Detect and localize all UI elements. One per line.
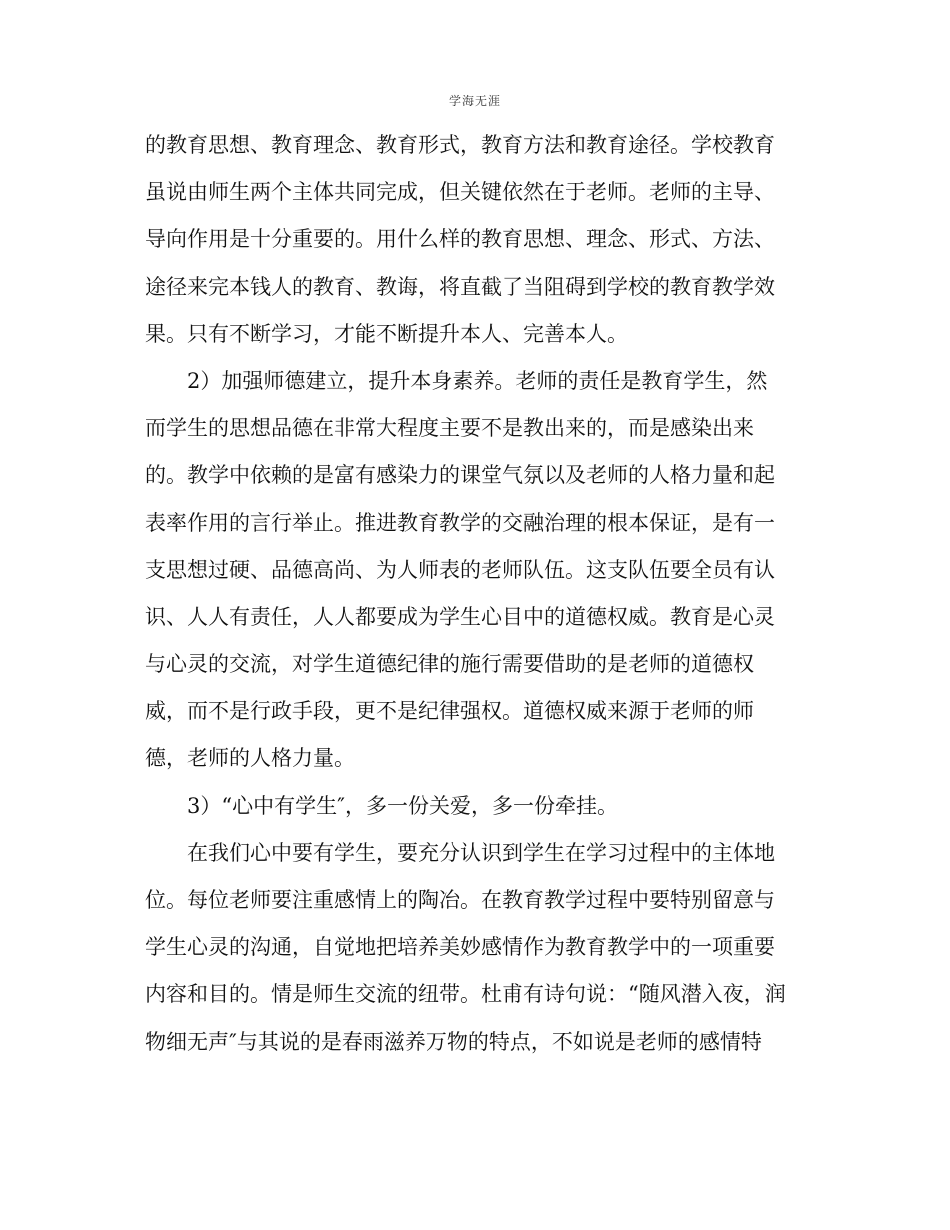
paragraph-start-line: 在我们心中要有学生，要充分认识到学生在学习过程中的主体地 <box>187 840 775 865</box>
paragraph-start-line: 2）加强师德建立，提升本身素养。老师的责任是教育学生，然 <box>187 368 768 393</box>
text-line: 识、人人有责任，人人都要成为学生心目中的道德权威。教育是心灵 <box>145 604 775 629</box>
paragraph-start-line: 3）“心中有学生″，多一份关爱，多一份牵挂。 <box>187 793 618 818</box>
text-line: 途径来完本钱人的教育、教诲，将直截了当阻碍到学校的教育教学效 <box>145 274 775 299</box>
text-line: 威，而不是行政手段，更不是纪律强权。道德权威来源于老师的师 <box>145 699 754 724</box>
text-line: 而学生的思想品德在非常大程度主要不是教出来的，而是感染出来 <box>145 416 754 441</box>
text-line: 德，老师的人格力量。 <box>145 746 355 771</box>
text-line: 学生心灵的沟通，自觉地把培养美妙感情作为教育教学中的一项重要 <box>145 935 775 960</box>
text-line: 的。教学中依赖的是富有感染力的课堂气氛以及老师的人格力量和起 <box>145 463 775 488</box>
text-line: 虽说由师生两个主体共同完成，但关键依然在于老师。老师的主导、 <box>145 180 775 205</box>
text-line: 的教育思想、教育理念、教育形式，教育方法和教育途径。学校教育 <box>145 133 775 157</box>
page-header: 学海无涯 <box>448 94 501 108</box>
text-line: 内容和目的。情是师生交流的纽带。杜甫有诗句说：“随风潜入夜，润 <box>145 982 786 1007</box>
text-line: 导向作用是十分重要的。用什么样的教育思想、理念、形式、方法、 <box>145 227 775 252</box>
text-line: 位。每位老师要注重感情上的陶冶。在教育教学过程中要特别留意与 <box>145 888 775 912</box>
text-line: 果。只有不断学习，才能不断提升本人、完善本人。 <box>145 321 628 346</box>
body-text <box>145 122 810 1066</box>
text-line: 表率作用的言行举止。推进教育教学的交融治理的根本保证，是有一 <box>145 510 775 535</box>
text-line: 物细无声″与其说的是春雨滋养万物的特点，不如说是老师的感情特 <box>145 1029 762 1054</box>
text-line: 支思想过硬、品德高尚、为人师表的老师队伍。这支队伍要全员有认 <box>145 557 775 582</box>
text-line: 与心灵的交流，对学生道德纪律的施行需要借助的是老师的道德权 <box>145 652 754 677</box>
